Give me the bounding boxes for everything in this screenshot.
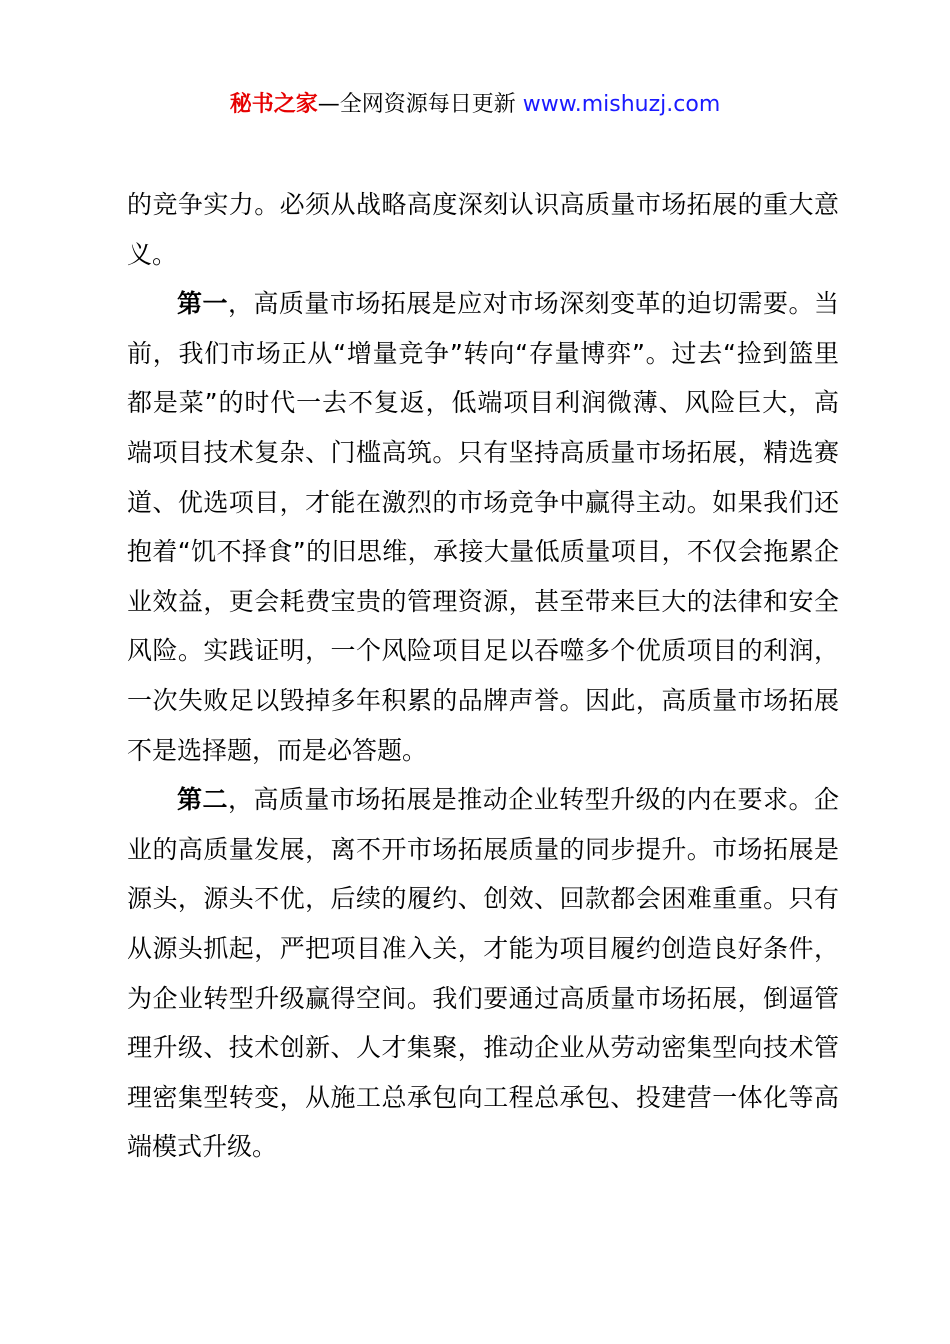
page-header xyxy=(0,88,950,122)
website-url[interactable]: www.mishuzj.com xyxy=(522,92,721,117)
paragraph-first-lead: 第一 xyxy=(177,289,228,319)
brand-name: 秘书之家 xyxy=(229,92,318,117)
paragraph-second-text: ，高质量市场拓展是推动企业转型升级的内在要求。企业的高质量发展，离不开市场拓展质量的同步提升。市场拓展是源头，源头不优，后续的履约、创效、回款都会困难重重。只有从源头抓起，严把项目准入关，才能为项目履约创造良好条件，为企业转型升级赢得空间。我们要通过高质量市场拓展，倒逼管理升级、技术创新、人才集聚，推动企业从劳动密集型向技术管理密集型转变，从施工总承包向工程总承包、投建营一体化等高端模式升级。 xyxy=(127,785,839,1162)
header-tagline: —全网资源每日更新 xyxy=(317,92,523,117)
paragraph-second-lead: 第二 xyxy=(177,785,228,815)
paragraph-first-text: ，高质量市场拓展是应对市场深刻变革的迫切需要。当前，我们市场正从“增量竞争”转向“存量博弈”。过去“捡到篮里都是菜”的时代一去不复返，低端项目利润微薄、风险巨大，高端项目技术复杂、门槛高筑。只有坚持高质量市场拓展，精选赛道、优选项目，才能在激烈的市场竞争中赢得主动。如果我们还抱着“饥不择食”的旧思维，承接大量低质量项目，不仅会拖累企业效益，更会耗费宝贵的管理资源，甚至带来巨大的法律和安全风险。实践证明，一个风险项目足以吞噬多个优质项目的利润，一次失败足以毁掉多年积累的品牌声誉。因此，高质量市场拓展不是选择题，而是必答题。 xyxy=(127,289,839,765)
document-body xyxy=(127,180,839,1172)
paragraph-first xyxy=(127,279,839,775)
paragraph-second xyxy=(127,775,839,1172)
intro-paragraph: 的竞争实力。必须从战略高度深刻认识高质量市场拓展的重大意义。 xyxy=(127,190,839,269)
